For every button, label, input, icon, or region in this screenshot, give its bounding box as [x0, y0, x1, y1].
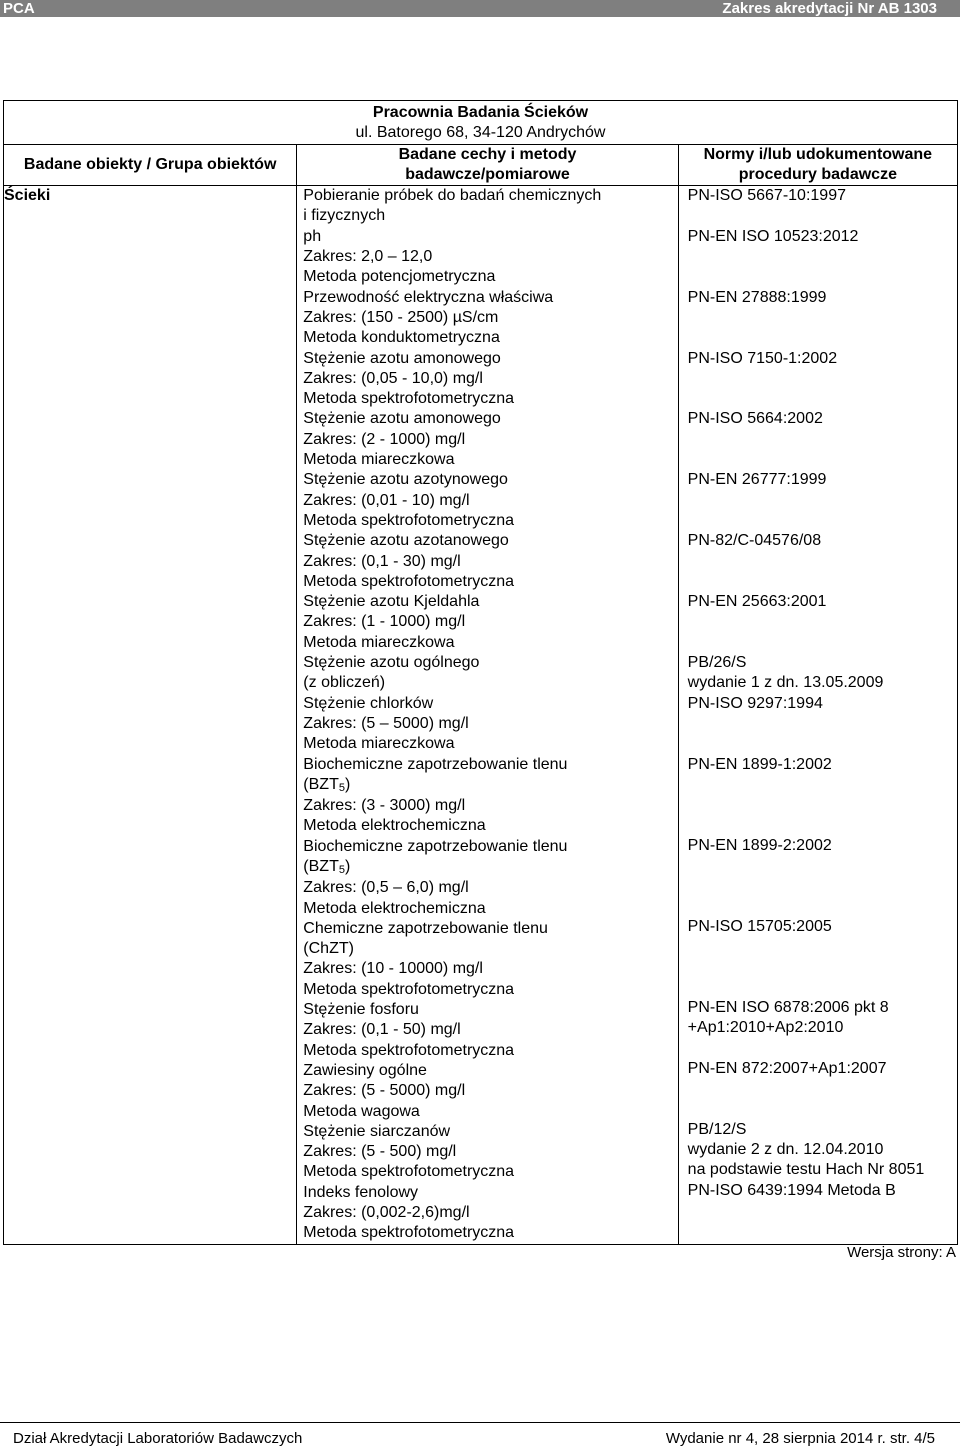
method-line: Stężenie azotu amonowego	[303, 349, 501, 367]
page-footer	[0, 1422, 960, 1447]
norm-line	[688, 491, 957, 511]
norm-line: PN-EN ISO 10523:2012	[687, 227, 859, 245]
method-entry	[303, 837, 677, 919]
norm-line	[688, 389, 957, 409]
norm-line	[688, 775, 957, 795]
norm-line	[688, 714, 957, 734]
col-header-objects-label: Badane obiekty / Grupa obiektów	[23, 155, 277, 173]
method-line: Metoda miareczkowa	[303, 451, 455, 469]
method-entry	[303, 531, 677, 592]
method-line: ph	[303, 227, 322, 245]
norm-line	[688, 795, 957, 815]
method-line: Zakres: (5 - 5000) mg/l	[303, 1082, 466, 1100]
method-line: Zakres: (150 - 2500) µS/cm	[303, 308, 499, 326]
norm-line: PN-EN 25663:2001	[687, 593, 827, 611]
norm-line: PB/26/S	[687, 654, 747, 672]
method-line: Zakres: (3 - 3000) mg/l	[303, 797, 466, 815]
method-line: Zakres: (5 - 500) mg/l	[303, 1143, 457, 1161]
norm-line	[688, 937, 957, 957]
norm-line: PN-EN 872:2007+Ap1:2007	[687, 1059, 887, 1077]
norm-entry	[688, 998, 957, 1059]
col-header-methods-line1: Badane cechy i metody	[398, 145, 577, 163]
norm-entry	[688, 653, 957, 694]
lab-title-cell	[4, 101, 958, 145]
method-line: Stężenie azotu azotynowego	[303, 471, 508, 489]
norm-line	[688, 815, 957, 835]
norm-line: PN-ISO 5667-10:1997	[687, 187, 846, 205]
method-entry	[303, 919, 677, 1000]
column-header-row	[4, 144, 958, 186]
norm-entry	[688, 917, 957, 998]
norm-entry	[688, 186, 957, 227]
method-entry	[303, 592, 677, 653]
norm-entry	[688, 288, 957, 349]
method-line: Zakres: (0,1 - 30) mg/l	[303, 552, 461, 570]
method-line: Pobieranie próbek do badań chemicznych	[303, 187, 602, 205]
method-line: Zakres: (0,002-2,6)mg/l	[303, 1204, 470, 1222]
method-entry	[303, 409, 677, 470]
method-entry	[303, 653, 677, 694]
object-name: Ścieki	[4, 187, 51, 205]
norm-line	[688, 511, 957, 531]
methods-cell	[297, 186, 678, 1244]
norm-line	[688, 572, 957, 592]
method-line: Metoda spektrofotometryczna	[303, 1224, 515, 1242]
method-line: Przewodność elektryczna właściwa	[303, 288, 554, 306]
lab-address: ul. Batorego 68, 34-120 Andrychów	[355, 124, 606, 142]
method-line: Chemiczne zapotrzebowanie tlenu	[303, 919, 548, 937]
norm-entry	[688, 694, 957, 755]
norm-entry	[688, 227, 957, 288]
method-line: Zawiesiny ogólne	[303, 1061, 427, 1079]
method-line: Zakres: (5 – 5000) mg/l	[303, 714, 469, 732]
method-line: Metoda elektrochemiczna	[303, 899, 486, 917]
method-entry	[303, 1183, 677, 1244]
norm-line	[688, 247, 957, 267]
method-line: Metoda spektrofotometryczna	[303, 511, 515, 529]
norm-line: PN-EN ISO 6878:2006 pkt 8	[687, 999, 889, 1017]
method-line: Stężenie azotu azotanowego	[303, 532, 509, 550]
method-line: Metoda konduktometryczna	[303, 329, 500, 347]
norm-entry	[688, 409, 957, 470]
method-line: Zakres: (0,05 - 10,0) mg/l	[303, 369, 483, 387]
method-line: Zakres: (0,5 – 6,0) mg/l	[303, 879, 469, 897]
norm-line: wydanie 1 z dn. 13.05.2009	[687, 674, 884, 692]
method-line: Stężenie fosforu	[303, 1001, 419, 1019]
method-line: Biochemiczne zapotrzebowanie tlenu	[303, 755, 568, 773]
norm-line: PN-EN 1899-1:2002	[687, 755, 832, 773]
method-entry	[303, 470, 677, 531]
norm-entry	[688, 1120, 957, 1181]
method-line: Metoda miareczkowa	[303, 633, 455, 651]
norm-entry	[688, 531, 957, 592]
method-line: Metoda miareczkowa	[303, 735, 455, 753]
method-line: Metoda elektrochemiczna	[303, 817, 486, 835]
norm-line	[688, 552, 957, 572]
norm-line	[688, 978, 957, 998]
norm-line	[688, 1079, 957, 1099]
norm-line: na podstawie testu Hach Nr 8051	[687, 1161, 925, 1179]
method-line: Zakres: (0,1 - 50) mg/l	[303, 1021, 461, 1039]
norm-line	[688, 450, 957, 470]
col-header-methods-line2: badawcze/pomiarowe	[405, 165, 570, 183]
content-row	[4, 186, 958, 1244]
norm-line: PN-ISO 15705:2005	[687, 917, 832, 935]
method-line: Biochemiczne zapotrzebowanie tlenu	[303, 837, 568, 855]
norm-line	[688, 1100, 957, 1120]
method-line: Zakres: (0,01 - 10) mg/l	[303, 491, 470, 509]
norm-line	[688, 1039, 957, 1059]
page-header-bar	[0, 0, 960, 17]
page-version: Wersja strony: A	[847, 1244, 956, 1261]
lab-name: Pracownia Badania Ścieków	[372, 104, 589, 121]
method-line: (ChZT)	[303, 940, 354, 958]
method-line: i fizycznych	[303, 207, 386, 225]
method-line: Indeks fenolowy	[303, 1183, 419, 1201]
method-line: Metoda spektrofotometryczna	[303, 390, 515, 408]
norm-line	[688, 612, 957, 632]
norm-line: +Ap1:2010+Ap2:2010	[687, 1019, 844, 1037]
method-entry	[303, 288, 677, 349]
norm-entry	[688, 755, 957, 836]
footer-org: Dział Akredytacji Laboratoriów Badawczych	[13, 1430, 303, 1447]
col-header-objects	[4, 144, 297, 186]
norm-line	[688, 1201, 957, 1221]
norm-line	[688, 308, 957, 328]
norm-entry	[688, 470, 957, 531]
norm-line	[688, 876, 957, 896]
method-line: Metoda spektrofotometryczna	[303, 1163, 515, 1181]
norm-line: PN-82/C-04576/08	[687, 532, 822, 550]
method-line: Zakres: 2,0 – 12,0	[303, 248, 433, 266]
norm-line: PB/12/S	[687, 1120, 747, 1138]
method-line: Zakres: (10 - 10000) mg/l	[303, 960, 483, 978]
footer-edition: Wydanie nr 4, 28 sierpnia 2014 r. str. 4/5	[665, 1430, 935, 1447]
method-entry	[303, 755, 677, 837]
header-org: PCA	[3, 0, 35, 17]
col-header-methods	[297, 144, 678, 186]
method-line: (z obliczeń)	[303, 674, 386, 692]
method-line: Metoda spektrofotometryczna	[303, 980, 515, 998]
norm-line	[688, 734, 957, 754]
norm-line	[688, 206, 957, 226]
method-line: Zakres: (2 - 1000) mg/l	[303, 430, 466, 448]
method-line: Zakres: (1 - 1000) mg/l	[303, 613, 466, 631]
norm-line	[688, 633, 957, 653]
norm-line: PN-ISO 9297:1994	[687, 694, 823, 712]
norm-line: PN-ISO 7150-1:2002	[687, 349, 838, 367]
norm-line: PN-EN 26777:1999	[687, 471, 827, 489]
method-line: Metoda potencjometryczna	[303, 268, 496, 286]
norm-line	[688, 369, 957, 389]
norm-line	[688, 957, 957, 977]
norm-line	[688, 328, 957, 348]
method-entry	[303, 1000, 677, 1061]
method-line: Metoda spektrofotometryczna	[303, 572, 515, 590]
method-entry	[303, 349, 677, 410]
method-line: $(BZT_5)$	[303, 775, 351, 794]
method-line: Stężenie azotu ogólnego	[303, 654, 480, 672]
col-header-norms	[678, 144, 957, 186]
method-entry	[303, 1122, 677, 1183]
norm-line: wydanie 2 z dn. 12.04.2010	[687, 1141, 884, 1159]
norm-line	[688, 430, 957, 450]
norm-entry	[688, 1059, 957, 1120]
col-header-norms-line1: Normy i/lub udokumentowane	[703, 145, 933, 163]
norm-line	[688, 897, 957, 917]
object-cell	[4, 186, 297, 1244]
lab-title-row	[4, 101, 958, 145]
norms-cell	[678, 186, 957, 1244]
header-title: Zakres akredytacji Nr AB 1303	[722, 0, 937, 17]
accreditation-table	[3, 100, 958, 1245]
norm-line: PN-EN 1899-2:2002	[687, 836, 832, 854]
method-entry	[303, 186, 677, 227]
norm-entry	[688, 1181, 957, 1242]
col-header-norms-line2: procedury badawcze	[738, 165, 897, 183]
norm-entry	[688, 349, 957, 410]
method-line: Stężenie azotu amonowego	[303, 410, 501, 428]
method-line: Metoda wagowa	[303, 1102, 420, 1120]
method-line: Stężenie chlorków	[303, 694, 434, 712]
method-entry	[303, 1061, 677, 1122]
method-entry	[303, 227, 677, 288]
method-line: Metoda spektrofotometryczna	[303, 1041, 515, 1059]
norm-line: PN-EN 27888:1999	[687, 288, 827, 306]
norm-line	[688, 267, 957, 287]
norm-entry	[688, 836, 957, 917]
method-entry	[303, 694, 677, 755]
method-line: Stężenie azotu Kjeldahla	[303, 593, 480, 611]
norm-line: PN-ISO 5664:2002	[687, 410, 823, 428]
norm-line	[688, 1221, 957, 1241]
norm-line: PN-ISO 6439:1994 Metoda B	[687, 1181, 896, 1199]
method-line: Stężenie siarczanów	[303, 1122, 451, 1140]
norm-entry	[688, 592, 957, 653]
norm-line	[688, 856, 957, 876]
method-line: $(BZT_5)$	[303, 857, 351, 876]
